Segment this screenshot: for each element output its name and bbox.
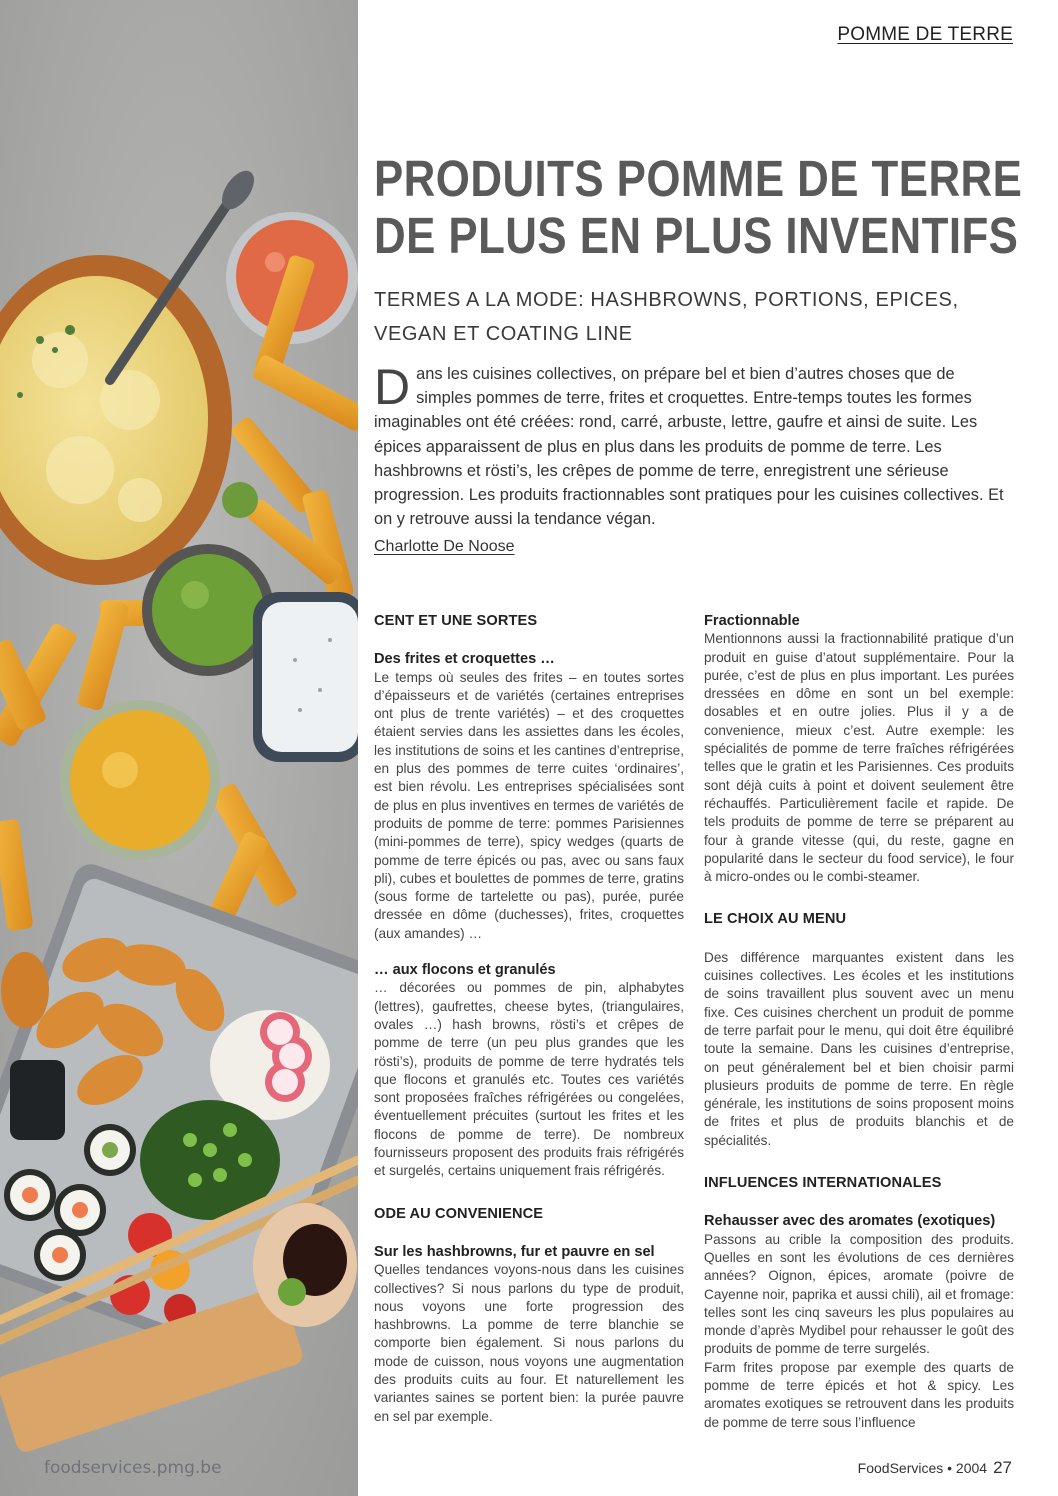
heading-influences: INFLUENCES INTERNATIONALES	[704, 1175, 942, 1192]
heading-choix-menu: LE CHOIX AU MENU	[704, 911, 847, 928]
article-column-left	[374, 612, 684, 1426]
paragraph-choix-menu: Des différence marquantes existent dans les cuisines collectives. Les écoles et les institutions de soins travaillent plus souvent avec un menu fixe. Ces cuisines cherchent un produit de pomme de terre parfait pour le menu, qui doit être équilibré toute la semaine. Dans les cuisines d’entreprise, on peut généralement bel et bien choisir parmi plusieurs produits de pomme de terre. En règle générale, les institutions de soins proposent moins de frites et plus de produits blanchis et de spécialités.	[704, 949, 1014, 1148]
subheading-aromates: Rehausser avec des aromates (exotiques)	[704, 1213, 996, 1230]
food-photo	[0, 0, 358, 1496]
dropcap: D	[374, 359, 411, 415]
author-byline[interactable]: Charlotte De Noose	[374, 538, 515, 555]
subheading-flocons: … aux flocons et granulés	[374, 962, 556, 979]
paragraph-fractionnable: Mentionnons aussi la fractionnabilité pratique d’un produit en guise d’atout supplémentaire. Pour la purée, c’est de plus en plus important. Les purées dressées en dôme en sont un bel exemple: dosables et en outre jolies. Plus il y a de convenience, mieux c’est. Autre exemple: les spécialités de pomme de terre fraîches réfrigérées telles que le gratin et les Parisiennes. Ces produits sont déjà cuits à point et doivent seulement être réchauffés. Particulièrement facile et rapide. De tels produits de pomme de terre se préparent au four à grande vitesse (qui, du reste, gagne en popularité dans le secteur du food service), le four à micro-ondes ou le combi-steamer.	[704, 631, 1014, 885]
article-column-right	[704, 612, 1014, 1432]
site-url[interactable]: foodservices.pmg.be	[44, 1458, 222, 1478]
magazine-issue: FoodServices • 2004	[857, 1460, 988, 1476]
page-number: 27	[993, 1458, 1012, 1477]
heading-ode-convenience: ODE AU CONVENIENCE	[374, 1205, 544, 1222]
subheadline: TERMES A LA MODE: HASHBROWNS, PORTIONS, EPICES, VEGAN ET COATING LINE	[374, 289, 959, 345]
section-tag[interactable]: POMME DE TERRE	[837, 24, 1013, 45]
intro-paragraph	[374, 359, 1006, 531]
paragraph-farm-frites: Farm frites propose par exemple des quarts de pomme de terre épicés et hot & spicy. Les aromates exotiques se retrouvent dans les produits de pomme de terre sous l’influence	[704, 1359, 1014, 1430]
heading-cent-sortes: CENT ET UNE SORTES	[374, 613, 538, 629]
page-title	[374, 150, 1023, 264]
subheading-frites: Des frites et croquettes …	[374, 651, 555, 668]
intro-text: ans les cuisines collectives, on prépare bel et bien d’autres choses que de simples pommes de terre, frites et croquettes. Entre-temps toutes les formes imaginables ont été créées: rond, carré, arbuste, lettre, gaufre et ainsi de suite. Les épices apparaissent de plus en plus dans les produits de pomme de terre. Les hashbrowns et rösti’s, les crêpes de pomme de terre, enregistrent une sérieuse progression. Les produits fractionnables sont pratiques pour les cuisines collectives. Et on y retrouve aussi la tendance végan.	[374, 365, 1004, 529]
paragraph-frites: Le temps où seules des frites – en toutes sortes d’épaisseurs et de variétés (certaines entreprises ont plus de trente variétés) – et des croquettes étaient servies dans les assiettes dans les écoles, les institutions de soins et les cantines d’entreprise, en plus des pommes de terre cuites ‘ordinaires’, est bien révolu. Les entreprises spécialisées sont de plus en plus inventives en termes de variétés de produits de pomme de terre: pommes Parisiennes (mini-pommes de terre), spicy wedges (quarts de pomme de terre épicés ou pas, avec ou sans faux pli), cubes et boulettes de pommes de terre, gratins (sous forme de tartelette ou pas), purée, purée dressée en dôme (duchesses), frites, croquettes (aux amandes) …	[374, 669, 684, 941]
subheading-hashbrowns: Sur les hashbrowns, fur et pauvre en sel	[374, 1243, 655, 1260]
headline-line-1: PRODUITS POMME DE TERRE	[374, 150, 1023, 207]
food-illustration	[0, 0, 358, 1496]
subheading-fractionnable: Fractionnable	[704, 613, 800, 629]
headline-line-2: DE PLUS EN PLUS INVENTIFS	[374, 207, 1019, 264]
paragraph-aromates: Passons au crible la composition des produits. Quelles en sont les évolutions de ces dernières années? Oignon, épices, aromate (poivre de Cayenne noir, paprika et aussi chili), ail et fromage: telles sont les cinq saveurs les plus populaires au monde d’après Mydibel pour rehausser le goût des produits de pomme de terre surgelés.	[704, 1231, 1014, 1357]
magazine-footer	[858, 1458, 1012, 1478]
paragraph-hashbrowns: Quelles tendances voyons-nous dans les cuisines collectives? Si nous parlons du type de produit, nous voyons une forte progression des hashbrowns. La pomme de terre blanchie se comporte bien également. Si nous parlons du mode de cuisson, nous voyons une augmentation des produits cuits au four. Et naturellement les variantes saines se portent bien: la purée pauvre en sel par exemple.	[374, 1262, 684, 1424]
paragraph-flocons: … décorées ou pommes de pin, alphabytes (lettres), gaufrettes, cheese bytes, (triangulaires, ovales …) hash browns, rösti’s et crêpes de pomme de terre (un peu plus grandes que les rösti’s), produits de pomme de terre hydratés tels que flocons et granulés etc. Toutes ces variétés sont proposées fraîches réfrigérées ou congelées, éventuellement précuites (surtout les frites et les flocons de pomme de terre). De nombreux fournisseurs proposent des produits frais réfrigérés et surgelés, certains uniquement frais réfrigérés.	[374, 980, 684, 1179]
